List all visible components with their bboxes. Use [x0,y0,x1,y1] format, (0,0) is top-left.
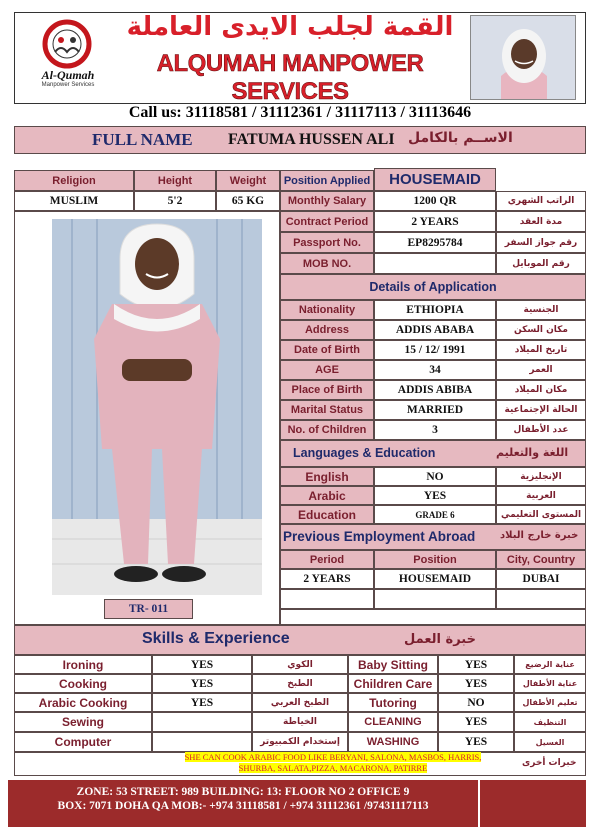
skill-children-care-arabic: عناية الأطفال [514,674,586,693]
skill-children-care-value: YES [438,674,514,693]
skills-section-bar [14,625,586,655]
marital-status-value: MARRIED [374,400,496,420]
skill-tutoring-arabic: تعليم الأطفال [514,693,586,712]
contract-period-arabic: مدة العقد [496,211,586,232]
previous-employment-arabic: خبرة خارج البلاد [500,530,579,541]
passport-arabic: رقم جواز السفر [496,232,586,253]
weight-label: Weight [216,170,280,191]
religion-value: MUSLIM [14,191,134,211]
skills-section-arabic: خبرة العمل [404,632,476,647]
skill-washing-label: WASHING [348,732,438,752]
address-arabic: مكان السكن [496,320,586,340]
skill-baby-sitting-arabic: عناية الرضيع [514,655,586,674]
application-section-title: Details of Application [280,274,586,300]
skill-sewing-arabic: الخياطة [252,712,348,732]
header-portrait-icon [471,16,576,100]
skill-tutoring-value: NO [438,693,514,712]
previous-empty-cell-3 [496,589,586,609]
monthly-salary-arabic: الراتب الشهري [496,191,586,211]
footer-divider [478,780,480,827]
monthly-salary-label: Monthly Salary [280,191,374,211]
skill-ironing-label: Ironing [14,655,152,674]
other-skills-line-2: SHURBA, SALATA,PIZZA, MACARONA, PATIRRE [238,763,428,773]
previous-period-value: 2 YEARS [280,569,374,589]
religion-label: Religion [14,170,134,191]
skill-baby-sitting-value: YES [438,655,514,674]
age-value: 34 [374,360,496,380]
skills-section-title: Skills & Experience [142,630,290,647]
height-label: Height [134,170,216,191]
skill-ironing-value: YES [152,655,252,674]
header-photo [470,15,576,100]
place-of-birth-value: ADDIS ABIBA [374,380,496,400]
skill-cleaning-value: YES [438,712,514,732]
address-value: ADDIS ABABA [374,320,496,340]
previous-position-value: HOUSEMAID [374,569,496,589]
position-applied-value: HOUSEMAID [374,168,496,191]
skill-cooking-value: YES [152,674,252,693]
footer-address-line-2: BOX: 7071 DOHA QA MOB:- +974 31118581 / +974 31112361 /97431117113 [57,800,429,812]
skill-children-care-label: Children Care [348,674,438,693]
full-name-value: FATUMA HUSSEN ALI [228,131,395,148]
arabic-company-title: القمة لجلب الايدى العاملة [126,12,454,42]
education-label: Education [280,505,374,524]
skill-ironing-arabic: الكوي [252,655,348,674]
skill-baby-sitting-label: Baby Sitting [348,655,438,674]
skill-tutoring-label: Tutoring [348,693,438,712]
nationality-label: Nationality [280,300,374,320]
candidate-portrait-icon [52,219,262,595]
nationality-arabic: الجنسية [496,300,586,320]
marital-status-label: Marital Status [280,400,374,420]
nationality-value: ETHIOPIA [374,300,496,320]
contract-period-value: 2 YEARS [374,211,496,232]
col-city-header: City, Country [496,550,586,569]
skill-washing-arabic: الغسيل [514,732,586,752]
age-arabic: العمر [496,360,586,380]
previous-city-value: DUBAI [496,569,586,589]
passport-value: EP8295784 [374,232,496,253]
arabic-label: Arabic [280,486,374,505]
date-of-birth-arabic: تاريخ الميلاد [496,340,586,360]
logo-subtext: Manpower Services [41,82,95,88]
logo-text: Al-Qumah [41,68,95,82]
skill-arabic-cooking-value: YES [152,693,252,712]
skill-cleaning-label: CLEANING [348,712,438,732]
languages-section-title: Languages & Education [293,446,436,460]
passport-label: Passport No. [280,232,374,253]
skill-sewing-label: Sewing [14,712,152,732]
english-label: English [280,467,374,486]
skill-washing-value: YES [438,732,514,752]
col-period-header: Period [280,550,374,569]
monthly-salary-value: 1200 QR [374,191,496,211]
footer-address-line-1: ZONE: 53 STREET: 989 BUILDING: 13: FLOOR NO 2 OFFICE 9 [76,786,410,798]
skill-computer-label: Computer [14,732,152,752]
previous-empty-cell-2 [374,589,496,609]
height-value: 5'2 [134,191,216,211]
company-logo [22,18,112,96]
full-name-label: FULL NAME [92,130,193,149]
children-value: 3 [374,420,496,440]
marital-status-arabic: الحالة الإجتماعية [496,400,586,420]
arabic-arabic: العربية [496,486,586,505]
previous-empty-row-2 [280,609,586,625]
full-name-arabic: الاســم بالكامل [408,130,513,146]
place-of-birth-arabic: مكان الميلاد [496,380,586,400]
skill-computer-arabic: إستخدام الكمبيوتر [252,732,348,752]
arabic-value: YES [374,486,496,505]
position-applied-label: Position Applied [280,170,374,191]
footer-band [8,780,586,827]
weight-value: 65 KG [216,191,280,211]
call-us-line: Call us: 31118581 / 31112361 / 31117113 / 31113646 [128,104,472,121]
skill-cooking-arabic: الطبخ [252,674,348,693]
contract-period-label: Contract Period [280,211,374,232]
children-label: No. of Children [280,420,374,440]
mob-no-label: MOB NO. [280,253,374,274]
col-position-header: Position [374,550,496,569]
previous-employment-title: Previous Employment Abroad [283,529,476,544]
english-arabic: الإنجليزية [496,467,586,486]
skill-cooking-label: Cooking [14,674,152,693]
skill-arabic-cooking-arabic: الطبخ العربي [252,693,348,712]
skill-arabic-cooking-label: Arabic Cooking [14,693,152,712]
age-label: AGE [280,360,374,380]
mob-no-value [374,253,496,274]
education-arabic: المستوى التعليمي [496,505,586,524]
other-skills-text [154,752,512,774]
address-label: Address [280,320,374,340]
other-skills-line-1: SHE CAN COOK ARABIC FOOD LIKE BERYANI, SALONA, MASBOS, HARRIS, [184,752,482,762]
previous-empty-cell-1 [280,589,374,609]
english-value: NO [374,467,496,486]
skill-cleaning-arabic: التنظيف [514,712,586,732]
candidate-code: TR- 011 [104,599,193,619]
skill-sewing-value [152,712,252,732]
other-skills-arabic: خبرات أخرى [522,758,577,768]
english-company-title: ALQUMAH MANPOWER SERVICES [156,50,424,105]
place-of-birth-label: Place of Birth [280,380,374,400]
date-of-birth-label: Date of Birth [280,340,374,360]
children-arabic: عدد الأطفال [496,420,586,440]
languages-section-arabic: اللغة والتعليم [496,446,569,459]
date-of-birth-value: 15 / 12/ 1991 [374,340,496,360]
mob-no-arabic: رقم الموبايل [496,253,586,274]
candidate-photo [52,219,262,595]
education-value: GRADE 6 [374,505,496,524]
skill-computer-value [152,732,252,752]
